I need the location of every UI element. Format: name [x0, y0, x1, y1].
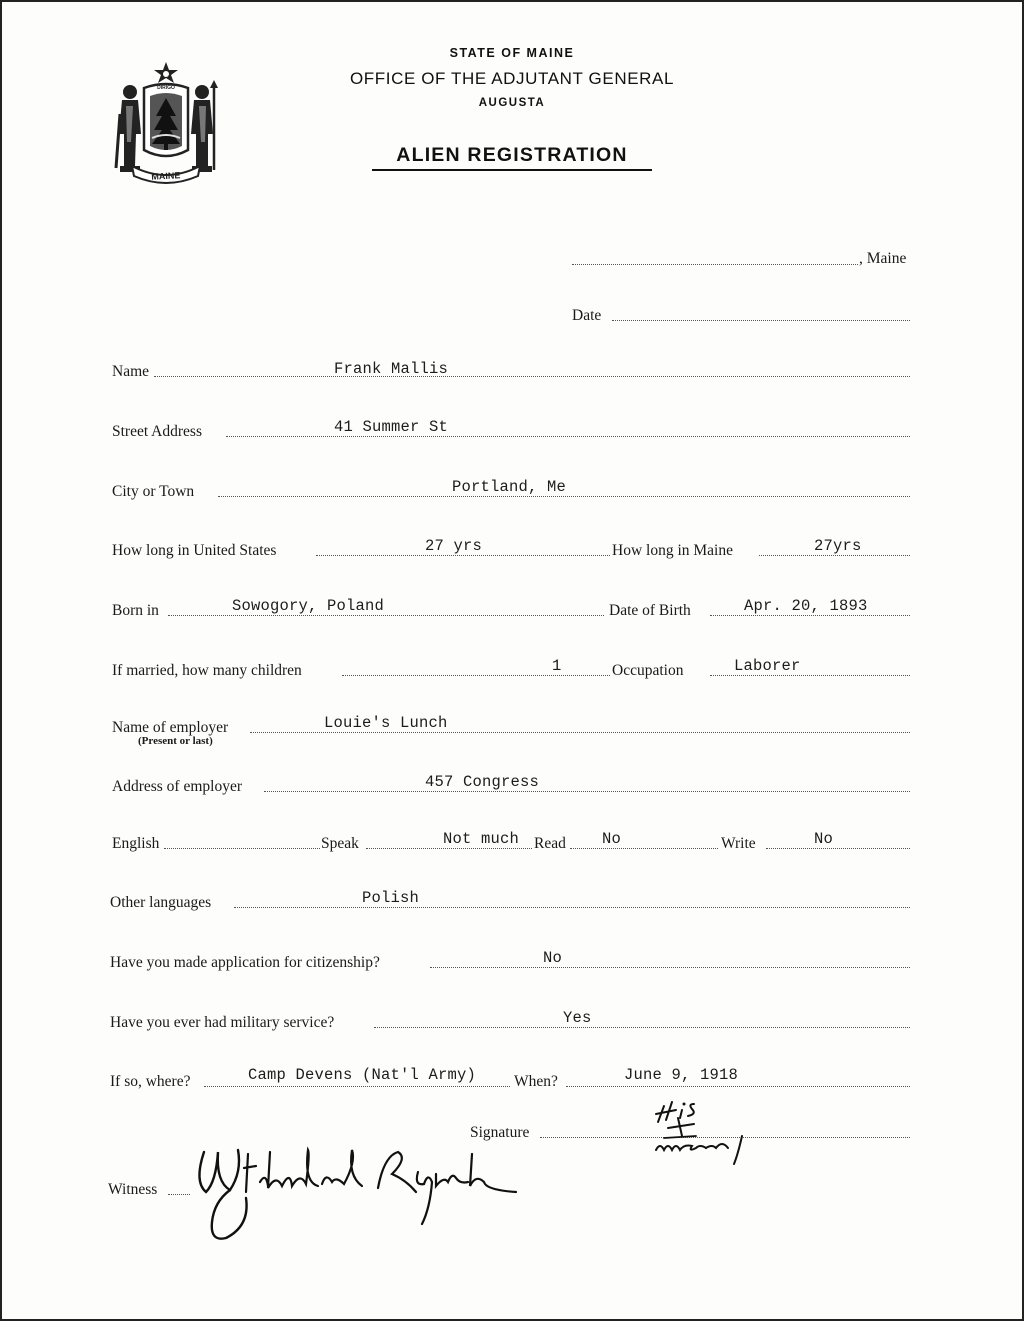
header-city: AUGUSTA [478, 97, 546, 109]
header-state: STATE OF MAINE [449, 46, 575, 60]
military-service-field[interactable] [374, 1027, 910, 1028]
read-value: No [602, 830, 622, 848]
street-address-label: Street Address [112, 423, 202, 440]
employer-value: Louie's Lunch [324, 714, 448, 732]
occupation-label: Occupation [612, 662, 684, 679]
born-in-field[interactable] [168, 615, 604, 616]
write-value: No [814, 830, 834, 848]
children-value: 1 [552, 657, 562, 675]
speak-value: Not much [443, 830, 520, 848]
citizenship-field[interactable] [430, 967, 910, 968]
location-suffix-label: , Maine [859, 250, 907, 267]
seal-banner-text: MAINE [151, 170, 181, 182]
employer-field[interactable] [250, 732, 910, 733]
date-of-birth-value: Apr. 20, 1893 [744, 597, 868, 615]
time-in-us-label: How long in United States [112, 542, 277, 559]
service-where-field[interactable] [204, 1086, 510, 1087]
signature-label: Signature [470, 1124, 530, 1141]
service-where-label: If so, where? [110, 1073, 191, 1090]
employer-address-field[interactable] [264, 791, 910, 792]
citizenship-label: Have you made application for citizenship? [110, 954, 380, 971]
name-field[interactable] [154, 376, 910, 377]
service-when-label: When? [514, 1073, 558, 1090]
employer-sublabel: (Present or last) [138, 735, 213, 747]
employer-label: Name of employer [112, 719, 229, 736]
other-languages-field[interactable] [234, 907, 910, 908]
citizenship-value: No [543, 949, 563, 967]
street-address-value: 41 Summer St [334, 418, 449, 436]
read-label: Read [534, 835, 566, 852]
write-field[interactable] [766, 848, 910, 849]
service-when-value: June 9, 1918 [624, 1066, 739, 1084]
speak-field[interactable] [366, 848, 532, 849]
city-field[interactable] [218, 496, 910, 497]
employer-address-value: 457 Congress [425, 773, 540, 791]
time-in-us-field[interactable] [316, 555, 610, 556]
date-label: Date [572, 307, 602, 324]
other-languages-label: Other languages [110, 894, 212, 911]
street-address-field[interactable] [226, 436, 910, 437]
seal-motto-text: DIRIGO [157, 85, 175, 91]
service-when-field[interactable] [566, 1086, 910, 1087]
children-label: If married, how many children [112, 662, 302, 679]
location-field[interactable] [572, 264, 858, 265]
write-label: Write [721, 835, 756, 852]
time-in-maine-label: How long in Maine [612, 542, 733, 559]
date-of-birth-field[interactable] [710, 615, 910, 616]
signature-his-mark-handwriting [642, 1088, 772, 1166]
city-label: City or Town [112, 483, 195, 500]
military-service-label: Have you ever had military service? [110, 1014, 335, 1031]
speak-label: Speak [321, 835, 359, 852]
english-label: English [112, 835, 160, 852]
read-field[interactable] [570, 848, 718, 849]
witness-signature-handwriting [186, 1142, 526, 1247]
name-value: Frank Mallis [334, 360, 449, 378]
state-of-maine-seal-icon [110, 58, 222, 188]
employer-address-label: Address of employer [112, 778, 242, 795]
witness-label: Witness [108, 1181, 158, 1198]
english-field[interactable] [164, 848, 320, 849]
other-languages-value: Polish [362, 889, 420, 907]
form-title: ALIEN REGISTRATION [396, 144, 628, 166]
date-of-birth-label: Date of Birth [609, 602, 691, 619]
time-in-maine-value: 27yrs [814, 537, 862, 555]
military-service-value: Yes [563, 1009, 592, 1027]
title-underline [372, 169, 652, 171]
occupation-field[interactable] [710, 675, 910, 676]
city-value: Portland, Me [452, 478, 567, 496]
name-label: Name [112, 363, 150, 380]
time-in-us-value: 27 yrs [425, 537, 483, 555]
service-where-value: Camp Devens (Nat'l Army) [248, 1066, 477, 1084]
date-field[interactable] [612, 320, 910, 321]
born-in-label: Born in [112, 602, 159, 619]
time-in-maine-field[interactable] [759, 555, 910, 556]
children-field[interactable] [342, 675, 610, 676]
header-office: OFFICE OF THE ADJUTANT GENERAL [349, 69, 675, 88]
occupation-value: Laborer [734, 657, 801, 675]
born-in-value: Sowogory, Poland [232, 597, 385, 615]
